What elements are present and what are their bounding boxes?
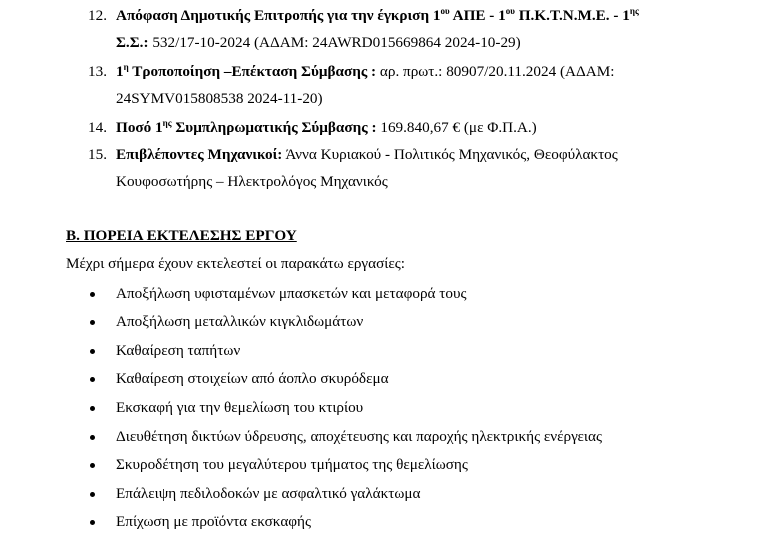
bullet-icon [88, 512, 100, 532]
item-12-number: 12. [88, 7, 107, 24]
item-13-number: 13. [88, 63, 107, 80]
item-12-sup-3: ης [629, 6, 639, 16]
item-13-bold-a: 1 [116, 63, 124, 80]
item-12-sup-1: ου [440, 6, 450, 16]
item-15-label: Επιβλέποντες Μηχανικοί: [116, 146, 283, 163]
item-15-line2: Κουφοσωτήρης – Ηλεκτρολόγος Μηχανικός [116, 173, 388, 190]
bullet-icon [88, 284, 100, 304]
item-15-text-a: Άννα Κυριακού - Πολιτικός Μηχανικός, Θεοφύλακτος [282, 146, 618, 163]
item-12-line1 [116, 6, 756, 26]
bullet-icon [88, 484, 100, 504]
item-14-amount: 169.840,67 € (με Φ.Π.Α.) [376, 119, 537, 136]
item-12-text-c: Π.Κ.Τ.Ν.Μ.Ε. - 1 [514, 7, 630, 24]
bullet-item: Επάλειψη πεδιλοδοκών με ασφαλτικό γαλάκτωμα [116, 485, 421, 502]
bullet-icon [88, 398, 100, 418]
item-13-bold-b: Τροποποίηση –Επέκταση Σύμβασης : [128, 63, 377, 80]
bullet-icon [88, 369, 100, 389]
bullet-item: Καθαίρεση ταπήτων [116, 342, 241, 359]
item-13-sup: η [123, 62, 129, 72]
section-heading: Β. ΠΟΡΕΙΑ ΕΚΤΕΛΕΣΗΣ ΕΡΓΟΥ [66, 227, 297, 244]
item-14-number: 14. [88, 119, 107, 136]
item-15-number: 15. [88, 146, 107, 163]
bullet-item: Καθαίρεση στοιχείων από άοπλο σκυρόδεμα [116, 370, 389, 387]
bullet-icon [88, 312, 100, 332]
item-12-line2 [116, 33, 756, 53]
item-12-text-a: Απόφαση Δημοτικής Επιτροπής για την έγκριση 1 [116, 7, 441, 24]
item-13-line1 [116, 62, 756, 82]
item-13-text-a: αρ. πρωτ.: 80907/20.11.2024 (ΑΔΑΜ: [376, 63, 615, 80]
bullet-item: Εκσκαφή για την θεμελίωση του κτιρίου [116, 399, 364, 416]
bullet-icon [88, 341, 100, 361]
item-13-line2: 24SYMV015808538 2024-11-20) [116, 90, 323, 107]
item-15-line1 [116, 145, 756, 165]
bullet-item: Σκυροδέτηση του μεγαλύτερου τμήματος της θεμελίωσης [116, 456, 468, 473]
item-14-sup: ης [162, 118, 172, 128]
bullet-icon [88, 455, 100, 475]
bullet-item: Επίχωση με προϊόντα εκσκαφής [116, 513, 312, 530]
item-12-text-b: ΑΠΕ - 1 [449, 7, 506, 24]
item-12-sup-2: ου [505, 6, 515, 16]
bullet-icon [88, 427, 100, 447]
item-14-bold-a: Ποσό 1 [116, 119, 163, 136]
item-14-line [116, 118, 756, 138]
bullet-item: Διευθέτηση δικτύων ύδρευσης, αποχέτευσης και παροχής ηλεκτρικής ενέργειας [116, 428, 602, 445]
bullet-item: Αποξήλωση υφισταμένων μπασκετών και μεταφορά τους [116, 285, 467, 302]
section-intro: Μέχρι σήμερα έχουν εκτελεστεί οι παρακάτω εργασίες: [66, 255, 405, 272]
item-12-ss-value: 532/17-10-2024 (ΑΔΑΜ: 24AWRD015669864 2024-10-29) [148, 34, 521, 51]
bullet-item: Αποξήλωση μεταλλικών κιγκλιδωμάτων [116, 313, 364, 330]
item-12-ss-label: Σ.Σ.: [116, 34, 149, 51]
item-14-bold-b: Συμπληρωματικής Σύμβασης : [171, 119, 377, 136]
